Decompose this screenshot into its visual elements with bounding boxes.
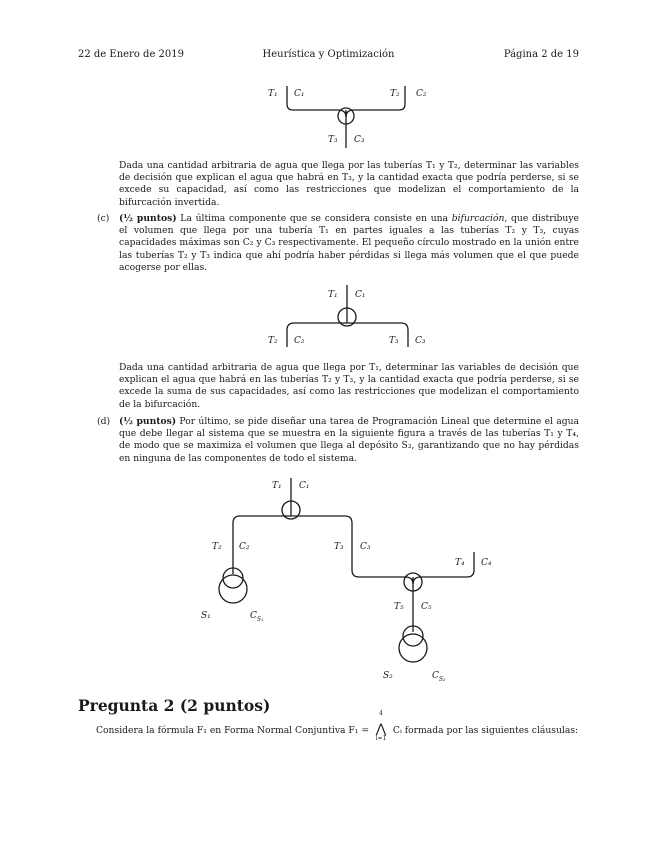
label-c1: C₁ <box>355 290 366 300</box>
label-s1: S₁ <box>201 611 211 621</box>
label-t2: T₂ <box>268 336 278 346</box>
label-c4: C₄ <box>481 558 492 568</box>
item-d-label: (d) <box>97 416 111 427</box>
paragraph-text: Dada una cantidad arbitraria de agua que llega por las tuberías T₁ y T₂, determinar las variables de decisión que explican el agua que habrá en T₃, y la cantidad exacta que podría perderse, si se excede su capacidad, así como las restricciones que modelizan el comportamiento de la bifurcación invertida. <box>119 160 579 208</box>
item-d-text: Por último, se pide diseñar una tarea de Programación Lineal que determine el agua que debe llegar al sistema que se muestra en la siguiente figura a través de las tuberías T₁ y T₄, de modo que se maximiza el volumen que llega al depósito S₂, garantizando que no hay pérdidas en ninguna de las componentes de todo el sistema. <box>119 416 579 464</box>
label-t1: T₁ <box>268 89 278 99</box>
item-c <box>97 213 579 274</box>
label-c2: C₂ <box>239 542 250 552</box>
label-c2: C₂ <box>294 336 305 346</box>
header-course: Heurística y Optimización <box>262 49 395 60</box>
label-c3: C₃ <box>415 336 426 346</box>
item-d-points: (½ puntos) <box>119 416 177 427</box>
big-and-operator <box>374 710 388 742</box>
pipe-t3 <box>291 516 413 584</box>
label-t3: T₃ <box>328 135 338 145</box>
op-sub: i=1 <box>375 735 387 742</box>
figure-bifurcation <box>260 283 440 353</box>
item-d <box>97 416 579 465</box>
question-text-a: Considera la fórmula F₁ en Forma Normal Conjuntiva F₁ = <box>96 725 373 736</box>
label-t2: T₂ <box>390 89 400 99</box>
header-date: 22 de Enero de 2019 <box>78 49 184 60</box>
label-c3: C₃ <box>360 542 371 552</box>
item-c-points: (½ puntos) <box>119 213 177 224</box>
page-header <box>78 49 579 63</box>
label-t1: T₁ <box>272 481 282 491</box>
label-c5: C₅ <box>421 602 432 612</box>
label-cs1: $C_{S_1}$ <box>250 611 264 623</box>
label-t3: T₃ <box>389 336 399 346</box>
op-sup: 4 <box>379 710 383 717</box>
section-heading: Pregunta 2 (2 puntos) <box>78 696 271 715</box>
deposit-s1 <box>219 575 247 603</box>
header-page-number: Página 2 de 19 <box>503 49 579 60</box>
item-c-emphasis: bifurcación <box>451 213 505 224</box>
item-c-text-b: , que distribuye el volumen que llega por una tubería T₁ en partes iguales a las tuberías T₂ y T₃, cuyas capacidades máximas son C₂ y C₃ respectivamente. El pequeño círculo mostrado en la unión entre las tuberías T₂ y T₃ indica que ahí podría haber pérdidas si llega más volumen que el que puede acogerse por ellas. <box>119 213 579 273</box>
paragraph-text: Dada una cantidad arbitraria de agua que llega por T₁, determinar las variables de decisión que explican el agua que habrá en las tuberías T₂ y T₃, y la cantidad exacta que podría perderse, si se excede la suma de sus capacidades, así como las restricciones que modelizan el comportamiento de la bifurcación. <box>119 362 579 410</box>
question-text <box>96 710 579 742</box>
label-s2: S₂ <box>383 671 393 681</box>
pipe-t3 <box>347 323 408 347</box>
paragraph-bifurcation <box>119 362 579 411</box>
label-c1: C₁ <box>294 89 305 99</box>
figure-system <box>190 474 510 684</box>
label-t2: T₂ <box>212 542 222 552</box>
question-text-b: Cᵢ formada por las siguientes cláusulas: <box>390 725 579 736</box>
label-cs2: $C_{S_2}$ <box>432 671 446 683</box>
deposit-s2 <box>399 634 427 662</box>
label-c1: C₁ <box>299 481 310 491</box>
label-t1: T₁ <box>328 290 338 300</box>
item-c-text-a: La última componente que se considera consiste en una <box>176 213 452 224</box>
label-t3: T₃ <box>334 542 344 552</box>
op-symbol: ⋀ <box>375 722 387 737</box>
label-t5: T₅ <box>394 602 404 612</box>
paragraph-inverted-bifurcation <box>119 160 579 209</box>
label-c2: C₂ <box>416 89 427 99</box>
figure-inverted-bifurcation <box>260 80 440 150</box>
label-c3: C₃ <box>354 135 365 145</box>
label-t4: T₄ <box>455 558 465 568</box>
item-c-label: (c) <box>97 213 110 224</box>
